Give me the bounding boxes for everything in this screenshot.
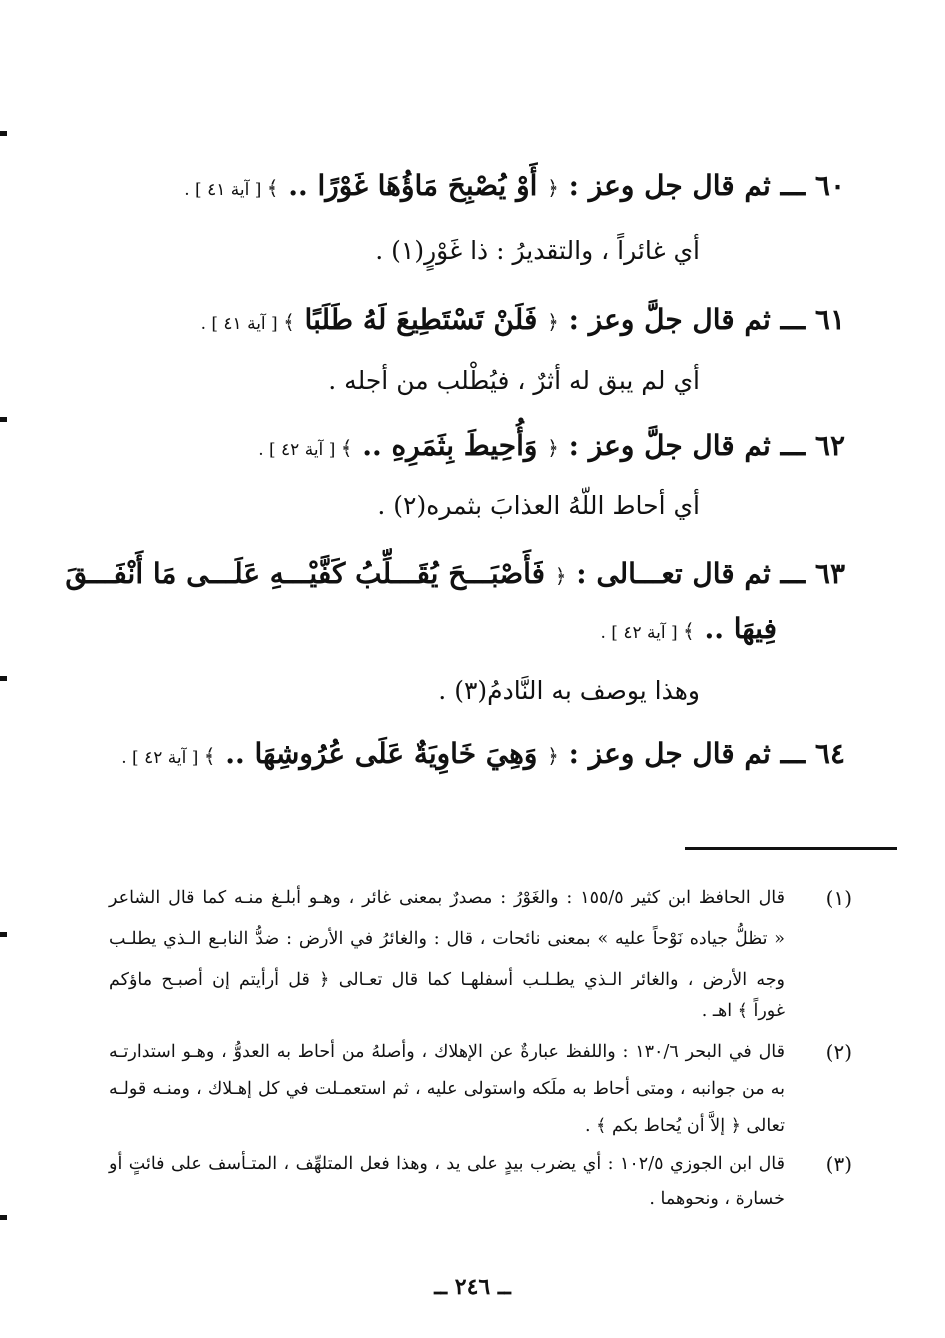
margin-mark [0,932,7,937]
ornate-bracket-close-icon: ﴾ [683,619,695,643]
quran-verse: فِيهَا .. [694,612,777,645]
quran-verse: وَأُحِيطَ بِثَمَرِهِ .. [352,429,548,462]
entry-lead: ٦٠ ـــ ثم قال جل وعز : [558,169,845,202]
page-number: ــ ٢٤٦ ــ [434,1274,511,1300]
margin-mark [0,131,7,136]
entry-61-gloss: أي لم يبق له أثرٌ ، فيُطْلب من أجله . [328,366,700,395]
footnote-number: (٢) [825,1040,852,1064]
footnote-separator [685,847,897,850]
footnote-line: قال في البحر ١٣٠/٦ : واللفظ عبارةٌ عن الإهلاك ، وأصلهُ من أحاط به العدوُّ ، وهـو استدارتـه [109,1042,785,1062]
ornate-bracket-close-icon: ﴾ [266,176,279,200]
ornate-bracket-close-icon: ﴾ [340,436,353,460]
verse-reference: [ آية ٤٢ ] . [600,623,684,643]
entry-lead: ٦١ ـــ ثم قال جلَّ وعز : [558,303,845,336]
footnote-line: قال ابن الجوزي ١٠٢/٥ : أي يضرب بيدٍ على يد ، وهذا فعل المتلهِّف ، المتـأسف على فائتٍ أو [109,1154,786,1174]
quran-verse: أَوْ يُصْبِحَ مَاؤُهَا غَوْرًا .. [278,169,548,202]
ornate-bracket-open-icon: ﴿ [547,176,559,200]
footnote-line: وجه الأرض ، والغائر الـذي يطـلـب أسفلهـا كما قال تعـالى ﴿ قل أرأيتم إن أصبـح ماؤكم [109,970,785,990]
ornate-bracket-open-icon: ﴿ [547,436,559,460]
entry-63-continuation [600,612,777,645]
entry-62-gloss: أي أحاط اللّهُ العذابَ بثمره(٢) . [377,491,700,520]
entry-lead: ٦٣ ـــ ثم قال تعـــالى : [566,557,845,590]
entry-lead: ٦٤ ـــ ثم قال جل وعز : [558,737,845,770]
entry-60-line [184,169,845,202]
quran-verse: وَهِيَ خَاوِيَةٌ عَلَى عُرُوشِهَا .. [215,737,548,770]
verse-reference: [ آية ٤٢ ] . [258,440,341,460]
verse-reference: [ آية ٤١ ] . [184,180,267,200]
quran-verse: فَأَصْبَـــحَ يُقَـــلِّبُ كَفَّيْـــهِ عَلَـــى مَا أَنْفَـــقَ [65,557,555,590]
entry-64-line [121,737,845,770]
footnote-line: خسارة ، ونحوهما . [649,1189,785,1209]
margin-mark [0,676,7,681]
margin-mark [0,1215,7,1220]
ornate-bracket-close-icon: ﴾ [203,744,216,768]
verse-reference: [ آية ٤١ ] . [200,314,284,334]
ornate-bracket-open-icon: ﴿ [547,310,559,334]
ornate-bracket-open-icon: ﴿ [554,564,567,588]
entry-60-gloss: أي غائراً ، والتقديرُ : ذا غَوْرٍ(١) . [375,236,700,265]
footnote-number: (١) [825,886,852,910]
footnote-line: قال الحافظ ابن كثير ١٥٥/٥ : والغَوْرُ : مصدرٌ بمعنى غائر ، وهـو أبلـغ منـه كما قال الشاعر [109,888,785,908]
footnote-line: « تظلُّ جياده نَوْحاً عليه » بمعنى نائحات ، قال : والغائرُ في الأرض : ضدُّ النابـع الـذي يطلـب [109,929,785,949]
entry-61-line [200,303,845,336]
ornate-bracket-open-icon: ﴿ [547,744,559,768]
entry-lead: ٦٢ ـــ ثم قال جلَّ وعز : [558,429,845,462]
entry-62-line [258,429,845,462]
verse-reference: [ آية ٤٢ ] . [121,748,204,768]
footnote-line: به من جوانبه ، ومتى أحاط به ملَكه واستولى عليه ، ثم استعمـلت في كل إهـلاك ، ومنـه قولـه [109,1079,785,1099]
entry-63-gloss: وهذا يوصف به النَّادمُ(٣) . [438,676,700,705]
quran-verse: فَلَنْ تَسْتَطِيعَ لَهُ طَلَبًا [294,303,548,336]
ornate-bracket-close-icon: ﴾ [283,310,295,334]
margin-mark [0,417,7,422]
entry-63-line [65,557,845,590]
footnote-line: غوراً ﴾ اهـ . [701,1001,785,1021]
footnote-line: تعالى ﴿ إلاَّ أن يُحاط بكم ﴾ . [585,1116,785,1136]
footnote-number: (٣) [825,1152,852,1176]
